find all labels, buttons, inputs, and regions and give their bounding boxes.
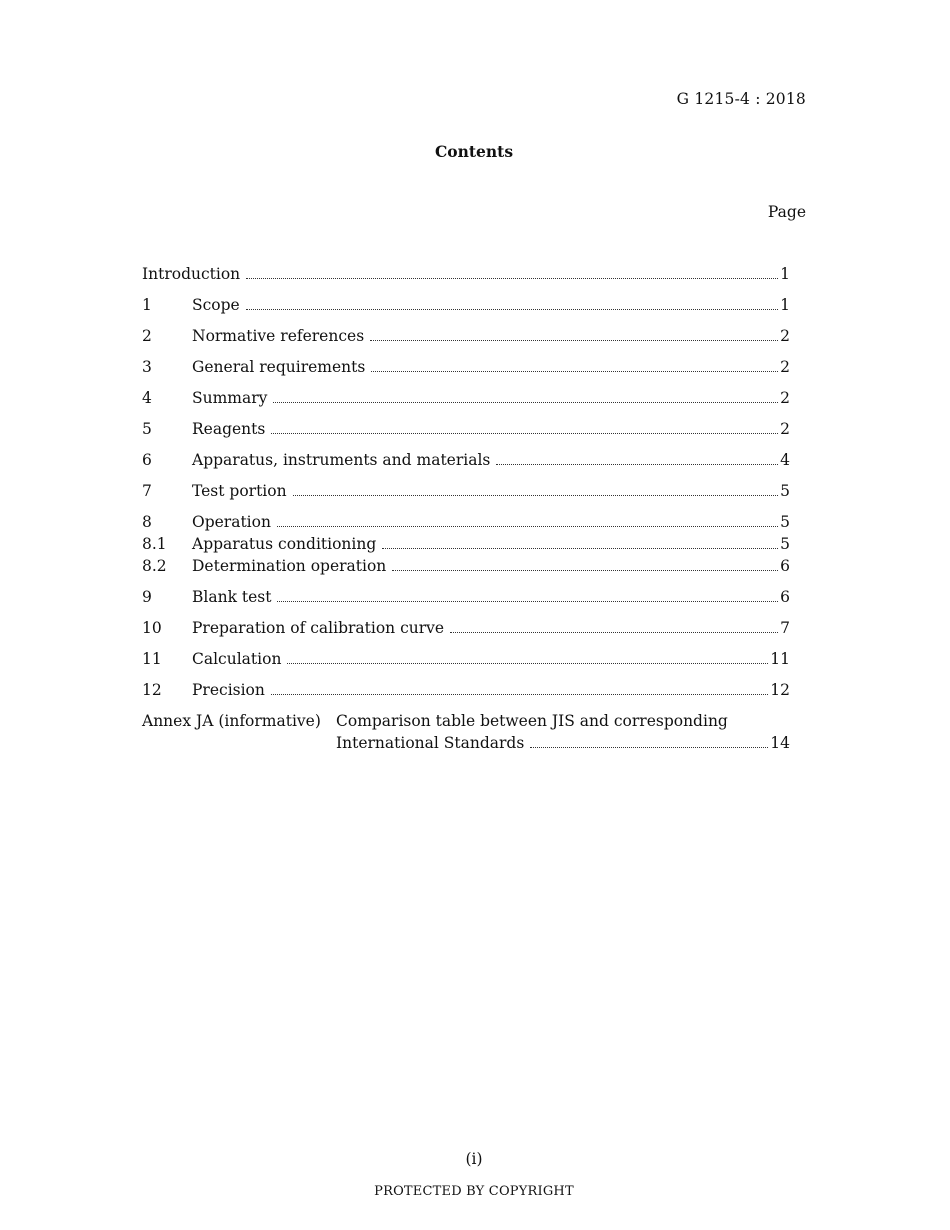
toc-entry-title: Reagents xyxy=(192,420,266,438)
toc-entry-calculation xyxy=(142,648,790,670)
annex-title-line-1: Comparison table between JIS and corresponding xyxy=(336,712,728,730)
toc-entry-summary xyxy=(142,387,790,409)
toc-entry-precision xyxy=(142,679,790,701)
toc-entry-title: Preparation of calibration curve xyxy=(192,619,445,637)
toc-entry-title: General requirements xyxy=(192,358,366,376)
toc-entry-number: 4 xyxy=(142,389,152,407)
dot-leader xyxy=(530,746,768,748)
page-folio: (i) xyxy=(465,1150,483,1168)
toc-entry-page: 12 xyxy=(770,681,790,699)
dot-leader xyxy=(450,631,778,633)
toc-entry-number: 8 xyxy=(142,513,152,531)
dot-leader xyxy=(277,525,778,527)
dot-leader xyxy=(277,600,778,602)
toc-entry-page: 11 xyxy=(770,650,790,668)
toc-entry-title: Apparatus, instruments and materials xyxy=(192,451,491,469)
annex-title-line-2: International Standards xyxy=(336,734,525,752)
toc-entry-annex-ja xyxy=(142,710,790,754)
toc-entry-determination-operation xyxy=(142,555,790,577)
toc-entry-blank-test xyxy=(142,586,790,608)
dot-leader xyxy=(271,693,768,695)
toc-entry-apparatus-conditioning xyxy=(142,533,790,555)
toc-entry-title: Precision xyxy=(192,681,265,699)
toc-entry-number: 11 xyxy=(142,650,162,668)
toc-entry-number: 8.1 xyxy=(142,535,167,553)
dot-leader xyxy=(371,370,778,372)
toc-entry-number: 7 xyxy=(142,482,152,500)
page-column-label: Page xyxy=(767,203,806,221)
toc-entry-test-portion xyxy=(142,480,790,502)
toc-entry-title: Introduction xyxy=(142,265,241,283)
dot-leader xyxy=(496,463,778,465)
dot-leader xyxy=(392,569,778,571)
toc-entry-page: 1 xyxy=(780,265,790,283)
toc-entry-number: 6 xyxy=(142,451,152,469)
contents-heading: Contents xyxy=(434,142,514,161)
toc-entry-title: Operation xyxy=(192,513,271,531)
toc-entry-introduction xyxy=(142,263,790,285)
toc-entry-title: Calculation xyxy=(192,650,282,668)
dot-leader xyxy=(293,494,779,496)
toc-entry-calibration-curve xyxy=(142,617,790,639)
dot-leader xyxy=(382,547,778,549)
toc-entry-scope xyxy=(142,294,790,316)
toc-entry-title: Determination operation xyxy=(192,557,387,575)
toc-entry-title: Test portion xyxy=(192,482,287,500)
dot-leader xyxy=(273,401,778,403)
toc-entry-title: Scope xyxy=(192,296,240,314)
toc-entry-normative-references xyxy=(142,325,790,347)
toc-entry-page: 2 xyxy=(780,420,790,438)
toc-entry-page: 6 xyxy=(780,588,790,606)
toc-entry-general-requirements xyxy=(142,356,790,378)
toc-entry-number: 2 xyxy=(142,327,152,345)
toc-entry-page: 7 xyxy=(780,619,790,637)
toc-entry-page: 6 xyxy=(780,557,790,575)
toc-entry-reagents xyxy=(142,418,790,440)
annex-label: Annex JA (informative) xyxy=(142,712,321,730)
annex-title-line-2-row xyxy=(336,732,790,754)
toc-entry-title: Apparatus conditioning xyxy=(192,535,377,553)
toc-entry-page: 2 xyxy=(780,358,790,376)
table-of-contents xyxy=(142,263,790,754)
dot-leader xyxy=(271,432,778,434)
toc-entry-number: 3 xyxy=(142,358,152,376)
toc-entry-operation xyxy=(142,511,790,533)
toc-entry-apparatus xyxy=(142,449,790,471)
toc-entry-page: 2 xyxy=(780,389,790,407)
toc-entry-page: 4 xyxy=(780,451,790,469)
toc-entry-title: Blank test xyxy=(192,588,272,606)
copyright-notice: PROTECTED BY COPYRIGHT xyxy=(374,1184,574,1199)
toc-entry-number: 8.2 xyxy=(142,557,167,575)
toc-entry-page: 5 xyxy=(780,513,790,531)
toc-entry-page: 5 xyxy=(780,482,790,500)
dot-leader xyxy=(246,308,778,310)
dot-leader xyxy=(370,339,778,341)
toc-entry-number: 10 xyxy=(142,619,162,637)
annex-title-block xyxy=(336,710,790,754)
toc-entry-title: Summary xyxy=(192,389,268,407)
toc-entry-page: 1 xyxy=(780,296,790,314)
document-id: G 1215-4 : 2018 xyxy=(676,90,806,108)
dot-leader xyxy=(246,277,778,279)
toc-entry-number: 5 xyxy=(142,420,152,438)
toc-entry-number: 12 xyxy=(142,681,162,699)
annex-page: 14 xyxy=(770,734,790,752)
toc-entry-number: 1 xyxy=(142,296,152,314)
dot-leader xyxy=(287,662,768,664)
toc-entry-page: 2 xyxy=(780,327,790,345)
toc-entry-page: 5 xyxy=(780,535,790,553)
toc-entry-title: Normative references xyxy=(192,327,365,345)
toc-entry-number: 9 xyxy=(142,588,152,606)
